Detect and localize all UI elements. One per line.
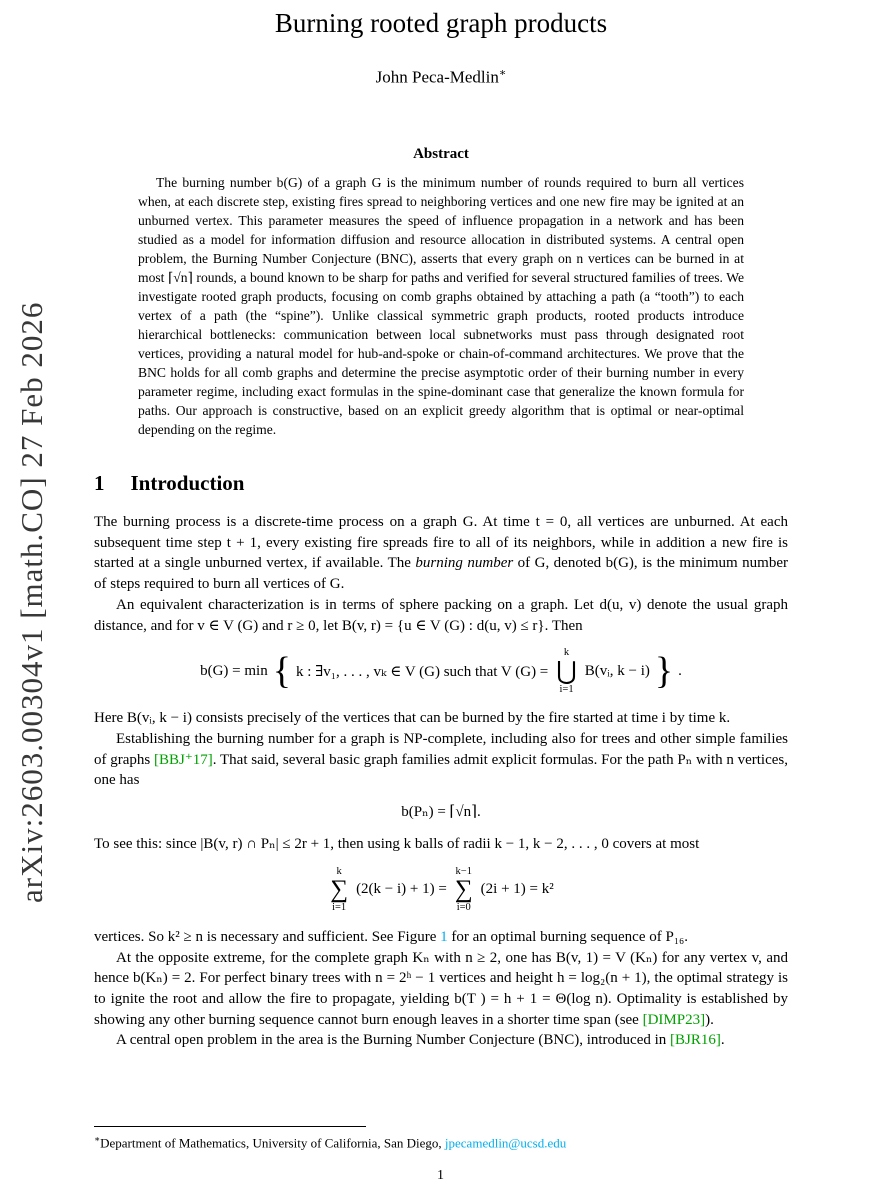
citation-dimp23[interactable]: [DIMP23] — [642, 1011, 706, 1028]
email-link[interactable]: jpecamedlin@ucsd.edu — [444, 1135, 567, 1151]
paragraph-text: ). — [705, 1011, 714, 1028]
sum2-symbol: ∑ — [454, 876, 473, 904]
paragraph-text: vertices. So k² ≥ n is necessary and sufficient. See Figure — [94, 928, 441, 945]
paper-title: Burning rooted graph products — [274, 8, 608, 38]
sum1-symbol: ∑ — [330, 876, 349, 904]
main-column — [94, 0, 788, 1051]
equation-lhs: b(G) = min — [200, 662, 268, 679]
close-brace: } — [654, 650, 674, 693]
sum1-body: (2(k − i) + 1) = — [356, 881, 447, 898]
equation-text: b(Pₙ) = ⌈√n⌉. — [401, 804, 481, 821]
paragraph-text: . — [720, 1032, 725, 1049]
equation-tail: B(vᵢ, k − i) — [584, 662, 650, 679]
footnote-body: Department of Mathematics, University of California, San Diego, — [100, 1135, 445, 1151]
union-symbol: ⋃ — [556, 657, 577, 685]
paragraph-text: The burning process is a discrete-time process on a graph G. At time t = 0, all vertices are unburned. At each subsequent time step t + 1, every existing fire spreads fire to all of its neighbors, while in addition a new fire is started at a single unburned vertex, if available. The — [94, 514, 788, 572]
paragraph-bnc-intro — [94, 1030, 788, 1051]
paragraph-covering-argument: To see this: since |B(v, r) ∩ Pₙ| ≤ 2r + 1, then using k balls of radii k − 1, k − 2, . . . , 0 covers at most — [94, 836, 700, 853]
author-line — [94, 66, 788, 88]
equation-sum-identity — [94, 866, 788, 914]
citation-bbj17[interactable]: [BBJ⁺17] — [154, 751, 213, 768]
sum2-body: (2i + 1) = k² — [480, 881, 554, 898]
union-operator — [556, 647, 577, 695]
equation-inner: k : ∃v₁, . . . , vₖ ∈ V (G) such that V (G) = — [295, 663, 549, 680]
figure-1-reference[interactable]: 1 — [440, 928, 448, 945]
section-title: Introduction — [130, 471, 245, 496]
paragraph-text: of G, denoted b(G), is the minimum number of steps required to burn all vertices of G. — [94, 555, 788, 593]
section-number: 1 — [94, 471, 105, 496]
sum1-upper-limit: k — [336, 865, 342, 877]
equation-period: . — [678, 662, 682, 679]
equation-burning-number — [94, 647, 788, 695]
arxiv-stamp: arXiv:2603.00304v1 [math.CO] 27 Feb 2026 — [14, 301, 49, 903]
paragraph-complete-graph — [94, 948, 788, 1031]
paragraph-ball-explanation: Here B(vᵢ, k − i) consists precisely of the vertices that can be burned by the fire started at time i by time k. — [94, 710, 731, 727]
footnote-text — [94, 1134, 788, 1151]
paragraph-text: At the opposite extreme, for the complete graph Kₙ with n ≥ 2, one has B(v, 1) = V (Kₙ) for any vertex v, and hence b(Kₙ) = 2. For perfect binary trees with n = 2ʰ − 1 vertices and height h = log₂(n + 1), the optimal strategy is to ignite the root and allow the fire to propagate, yielding b(T ) = h + 1 = Θ(log n). Optimality is established by showing any other burning sequence cannot burn enough leaves in a shorter time span (see — [94, 949, 788, 1028]
paragraph-np-complete — [94, 729, 788, 791]
citation-bjr16[interactable]: [BJR16] — [670, 1032, 721, 1049]
paragraph-text: A central open problem in the area is the Burning Number Conjecture (BNC), introduced in — [116, 1032, 671, 1049]
paragraph-text: for an optimal burning sequence of P₁₆. — [447, 928, 689, 945]
footnote-rule — [94, 1126, 366, 1127]
section-heading — [94, 471, 788, 496]
sum-operator-2 — [455, 866, 473, 914]
sum-operator-1 — [330, 866, 348, 914]
paragraph-sphere-packing: An equivalent characterization is in terms of sphere packing on a graph. Let d(u, v) denote the usual graph distance, and for v ∈ V (G) and r ≥ 0, let B(v, r) = {u ∈ V (G) : d(u, v) ≤ r}. Then — [94, 596, 788, 634]
sum2-lower-limit: i=0 — [456, 902, 471, 914]
union-upper-limit: k — [563, 647, 570, 659]
open-brace: { — [272, 650, 291, 693]
sum2-upper-limit: k−1 — [455, 865, 472, 877]
author-name: John Peca-Medlin — [375, 67, 499, 87]
author-footnote-mark: ∗ — [498, 67, 507, 79]
paragraph-text: Establishing the burning number for a graph is NP-complete, including also for trees and other simple families of graphs — [94, 731, 788, 768]
footnote-area — [94, 1126, 788, 1151]
equation-path-formula — [94, 802, 788, 821]
sum1-lower-limit: i=1 — [332, 902, 347, 914]
abstract-heading: Abstract — [413, 145, 469, 162]
paragraph-text: . That said, several basic graph families admit explicit formulas. For the path Pₙ with n vertices, one has — [94, 751, 789, 789]
paragraph-burning-process — [94, 512, 788, 595]
emphasized-term: burning number — [415, 555, 514, 572]
union-lower-limit: i=1 — [559, 683, 574, 695]
abstract-text: The burning number b(G) of a graph G is the minimum number of rounds required to burn all vertices when, at each discrete step, existing fires spread to neighboring vertices and one new fire may be ignited at an unburned vertex. This parameter measures the speed of influence propagation in a network and has been studied as a model for information diffusion and resource allocation in distributed systems. A central open problem, the Burning Number Conjecture (BNC), asserts that every graph on n vertices can be burned in at most ⌈√n⌉ rounds, a bound known to be sharp for paths and verified for several structured families of trees. We investigate rooted graph products, focusing on comb graphs obtained by attaching a path (a “tooth”) to each vertex of a path (the “spine”). Unlike classical symmetric graph products, rooted products introduce hierarchical bottlenecks: communication between local subnetworks must pass through designated root vertices, providing a natural model for hub-and-spoke or chain-of-command architectures. We prove that the BNC holds for all comb graphs and determine the precise asymptotic order of their burning number in every parameter regime, including exact formulas in the spine-dominant case that generalize the known formula for paths. Our approach is constructive, based on an explicit greedy algorithm that is optimal or near-optimal depending on the regime. — [138, 174, 744, 438]
paragraph-sufficiency — [94, 927, 788, 948]
page-number: 1 — [437, 1168, 444, 1183]
footnote-mark: ∗ — [94, 1134, 101, 1144]
